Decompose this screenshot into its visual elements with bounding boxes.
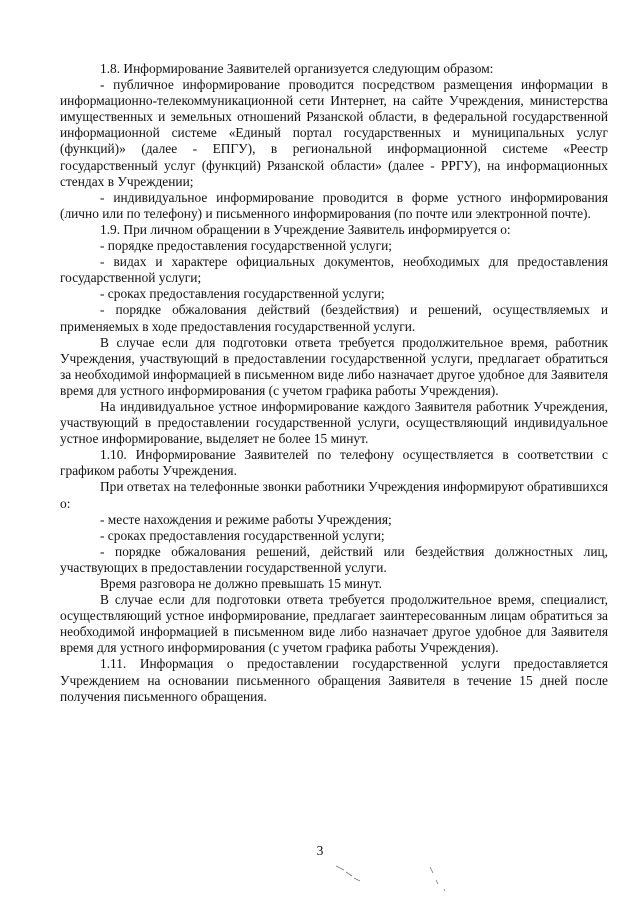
paragraph: В случае если для подготовки ответа требуется продолжительное время, работник Учреждения, участвующий в предоставлении государственной услуги, предлагает обратиться за необходимой информацией в письменном виде либо назначает другое удобное для Заявителя время для устного информирования (с учетом графика работы Учреждения). bbox=[60, 334, 608, 398]
paragraph: При ответах на телефонные звонки работники Учреждения информируют обратившихся о: bbox=[60, 479, 608, 511]
paragraph: - сроках предоставления государственной услуги; bbox=[100, 286, 385, 302]
paragraph: В случае если для подготовки ответа требуется продолжительное время, специалист, осуществляющий устное информирование, предлагает заинтересованным лицам обратиться за необходимой информацией в письменном виде либо назначает другое удобное для Заявителя время для устного информирования (с учетом графика работы Учреждения). bbox=[60, 592, 608, 656]
paragraph: - порядке обжалования действий (бездействия) и решений, осуществляемых и применяемых в ходе предоставления государственной услуги. bbox=[60, 302, 608, 334]
paragraph: 1.8. Информирование Заявителей организуется следующим образом: bbox=[100, 61, 494, 76]
page-number: 3 bbox=[316, 843, 324, 858]
paragraph: - публичное информирование проводится посредством размещения информации в информационно-телекоммуникационной сети Интернет, на сайте Учреждения, министерства имущественных и земельных отношений Рязанской области, в федеральной государственной информационной системе «Единый портал государственных и муниципальных услуг (функций)» (далее - ЕПГУ), в региональной информационной системе «Реестр государственный услуг (функций) Рязанской области» (далее - РРГУ), на информационных стендах в Учреждении; bbox=[60, 77, 608, 189]
paragraph: 1.11. Информация о предоставлении государственной услуги предоставляется Учреждением на основании письменного обращения Заявителя в течение 15 дней после получения письменного обращения. bbox=[60, 656, 608, 704]
paragraph: 1.9. При личном обращении в Учреждение Заявитель информируется о: bbox=[100, 221, 511, 237]
paragraph: 1.10. Информирование Заявителей по телефону осуществляется в соответствии с графиком работы Учреждения. bbox=[60, 447, 608, 479]
paragraph: - индивидуальное информирование проводится в форме устного информирования (лично или по телефону) и письменного информирования (по почте или электронной почте). bbox=[60, 189, 608, 221]
paragraph: - месте нахождения и режиме работы Учреждения; bbox=[100, 511, 392, 527]
paragraph: - сроках предоставления государственной услуги; bbox=[100, 527, 385, 543]
paragraph: - видах и характере официальных документов, необходимых для предоставления государственной услуги; bbox=[60, 254, 608, 286]
paragraph: На индивидуальное устное информирование каждого Заявителя работник Учреждения, участвующий в предоставлении государственной услуги, осуществляющий индивидуальное устное информирование, выделяет не более 15 минут. bbox=[60, 398, 608, 447]
paragraph: - порядке обжалования решений, действий или бездействия должностных лиц, участвующих в предоставлении государственной услуги. bbox=[60, 543, 608, 575]
paragraph: - порядке предоставления государственной услуги; bbox=[100, 238, 392, 254]
paragraph: Время разговора не должно превышать 15 минут. bbox=[100, 576, 382, 591]
